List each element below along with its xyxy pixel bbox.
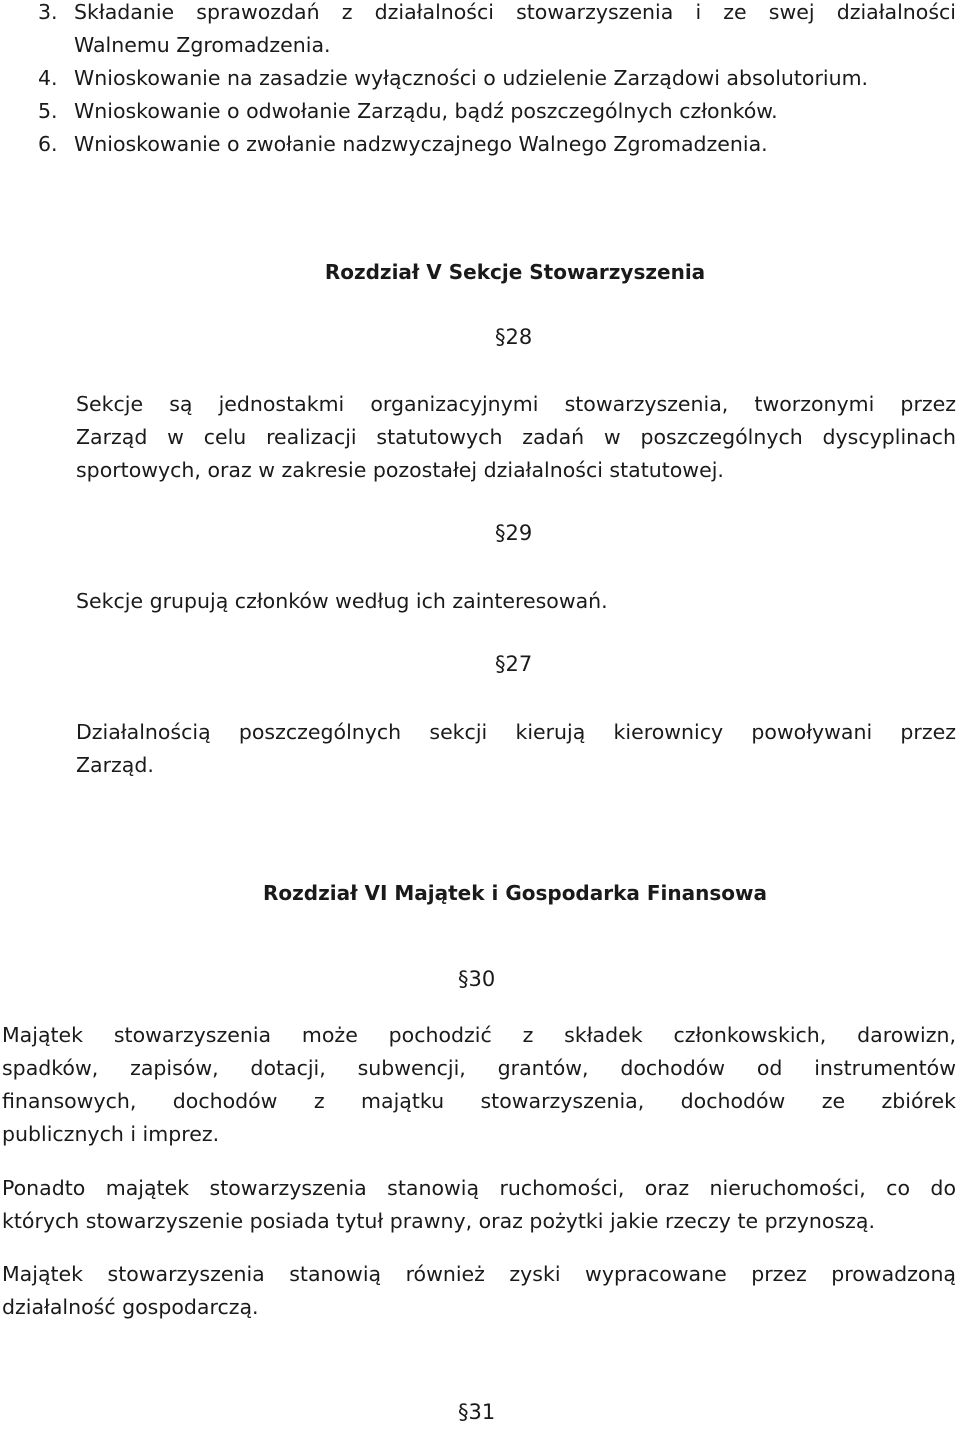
list-item <box>38 128 768 161</box>
paragraph-line: spadków, zapisów, dotacji, subwencji, grantów, dochodów od instrumentów <box>2 1056 956 1080</box>
list-item-text: Wnioskowanie na zasadzie wyłączności o udzielenie Zarządowi absolutorium. <box>74 66 869 90</box>
list-item-text: Wnioskowanie o zwołanie nadzwyczajnego Walnego Zgromadzenia. <box>74 132 768 156</box>
paragraph-line: finansowych, dochodów z majątku stowarzyszenia, dochodów ze zbiórek <box>2 1089 956 1113</box>
paragraph: Sekcje grupują członków według ich zainteresowań. <box>76 589 608 613</box>
paragraph <box>2 1258 956 1291</box>
section-mark: §31 <box>458 1400 496 1424</box>
list-item <box>38 0 956 29</box>
paragraph-line: działalność gospodarczą. <box>2 1295 259 1319</box>
list-item-continuation <box>74 29 331 62</box>
paragraph-line: których stowarzyszenie posiada tytuł prawny, oraz pożytki jakie rzeczy te przynoszą. <box>2 1209 875 1233</box>
section-mark: §28 <box>495 325 533 349</box>
paragraph-line: Ponadto majątek stowarzyszenia stanowią ruchomości, oraz nieruchomości, co do <box>2 1176 956 1200</box>
paragraph-line: Zarząd. <box>76 753 154 777</box>
list-item-text: Wnioskowanie o odwołanie Zarządu, bądź poszczególnych członków. <box>74 99 778 123</box>
paragraph-line: Sekcje są jednostakmi organizacyjnymi stowarzyszenia, tworzonymi przez <box>76 392 956 416</box>
list-item-number: 3. <box>38 0 58 24</box>
list-item <box>38 95 778 128</box>
chapter-heading: Rozdział V Sekcje Stowarzyszenia <box>324 260 706 284</box>
paragraph <box>2 1172 956 1205</box>
list-item-number: 6. <box>38 132 58 156</box>
list-item-text: Składanie sprawozdań z działalności stowarzyszenia i ze swej działalności <box>74 0 956 24</box>
list-item-number: 5. <box>38 99 58 123</box>
chapter-heading: Rozdział VI Majątek i Gospodarka Finansowa <box>263 881 767 905</box>
paragraph-line: Działalnością poszczególnych sekcji kierują kierownicy powoływani przez <box>76 720 956 744</box>
paragraph <box>2 1019 956 1118</box>
section-mark: §30 <box>458 967 496 991</box>
paragraph-line: sportowych, oraz w zakresie pozostałej działalności statutowej. <box>76 458 724 482</box>
paragraph <box>76 716 956 749</box>
list-item <box>38 62 868 95</box>
paragraph-line: Zarząd w celu realizacji statutowych zadań w poszczególnych dyscyplinach <box>76 425 956 449</box>
list-item-text: Walnemu Zgromadzenia. <box>74 33 331 57</box>
paragraph <box>76 388 956 454</box>
paragraph-line: Majątek stowarzyszenia może pochodzić z składek członkowskich, darowizn, <box>2 1023 956 1047</box>
paragraph-line: Majątek stowarzyszenia stanowią również zyski wypracowane przez prowadzoną <box>2 1262 956 1286</box>
section-mark: §27 <box>495 652 533 676</box>
paragraph-line: publicznych i imprez. <box>2 1122 220 1146</box>
list-item-number: 4. <box>38 66 58 90</box>
section-mark: §29 <box>495 521 533 545</box>
